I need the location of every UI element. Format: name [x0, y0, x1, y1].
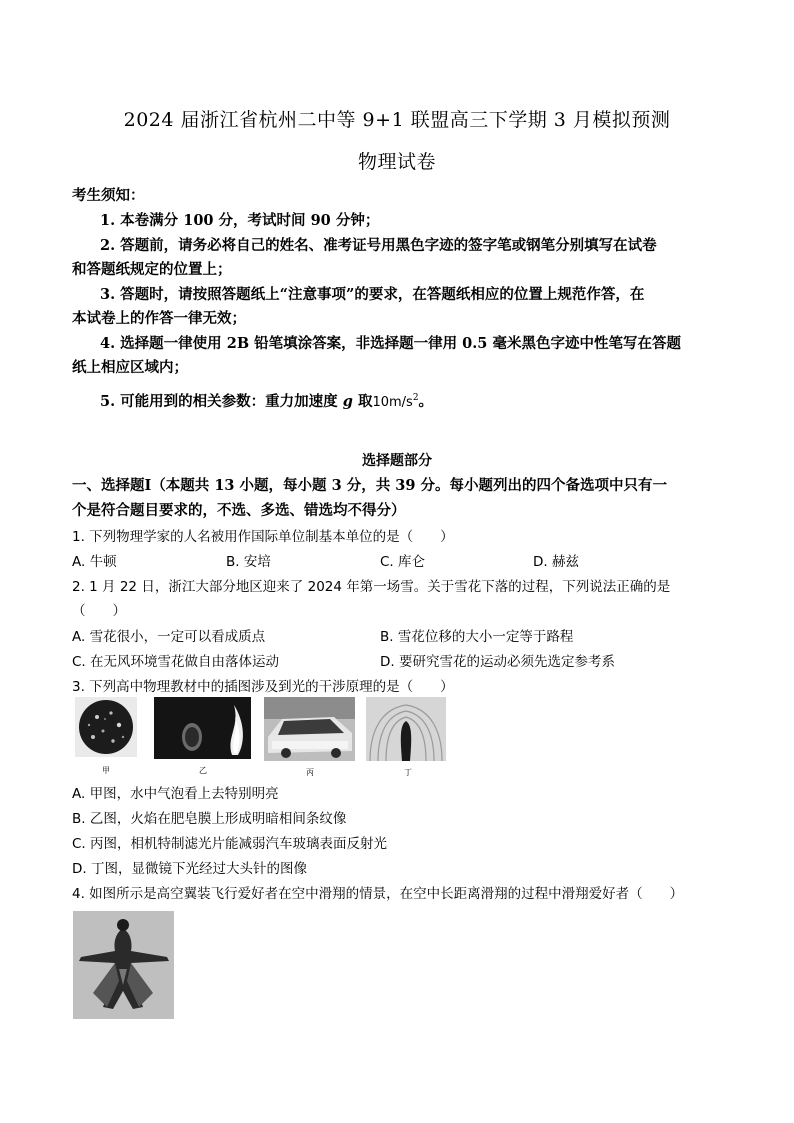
- notice-item-2-cont: 和答题纸规定的位置上；: [72, 261, 232, 278]
- notice-item-5-prefix: 5. 可能用到的相关参数：重力加速度: [100, 393, 338, 410]
- q3-figure-yi: [154, 697, 251, 759]
- q3-caption-yi: 乙: [199, 766, 207, 775]
- notice-item-3-cont: 本试卷上的作答一律无效；: [72, 310, 246, 327]
- q3-stem: 3. 下列高中物理教材中的插图涉及到光的干涉原理的是（ ）: [72, 679, 454, 695]
- notice-item-5: [100, 390, 433, 411]
- q3-option-c: C. 丙图，相机特制滤光片能减弱汽车玻璃表面反射光: [72, 836, 388, 852]
- q1-option-b: B. 安培: [226, 554, 271, 570]
- q4-stem: 4. 如图所示是高空翼装飞行爱好者在空中滑翔的情景，在空中长距离滑翔的过程中滑翔爱好者（ ）: [72, 886, 684, 902]
- gravity-unit-exp: 2: [412, 393, 419, 404]
- exam-subtitle: 物理试卷: [357, 151, 436, 173]
- q2-option-c: C. 在无风环境雪花做自由落体运动: [72, 654, 280, 670]
- q1-option-c: C. 库仑: [380, 554, 426, 570]
- q3-caption-ding: 丁: [404, 768, 412, 777]
- notice-item-5-end: 。: [418, 393, 434, 410]
- gravity-symbol: g: [342, 393, 353, 410]
- q3-figure-bing: [264, 697, 355, 761]
- q2-option-a: A. 雪花很小，一定可以看成质点: [72, 629, 266, 645]
- notice-item-1: 1. 本卷满分 100 分，考试时间 90 分钟；: [100, 212, 380, 229]
- q3-option-b: B. 乙图，火焰在肥皂膜上形成明暗相间条纹像: [72, 811, 347, 827]
- notice-item-3: 3. 答题时，请按照答题纸上“注意事项”的要求，在答题纸相应的位置上规范作答，在: [100, 286, 645, 303]
- q1-option-a: A. 牛顿: [72, 554, 117, 570]
- q2-option-d: D. 要研究雪花的运动必须先选定参考系: [380, 654, 615, 670]
- part1-instructions-cont: 个是符合题目要求的，不选、多选、错选均不得分）: [72, 502, 406, 519]
- q3-option-a: A. 甲图，水中气泡看上去特别明亮: [72, 786, 279, 802]
- exam-title: 2024 届浙江省杭州二中等 9+1 联盟高三下学期 3 月模拟预测: [123, 109, 671, 131]
- notice-item-2: 2. 答题前，请务必将自己的姓名、准考证号用黑色字迹的签字笔或钢笔分别填写在试卷: [100, 237, 657, 254]
- q3-figure-jia: [75, 697, 137, 757]
- q1-option-d: D. 赫兹: [533, 554, 579, 570]
- q3-option-d: D. 丁图，显微镜下光经过大头针的图像: [72, 861, 307, 877]
- q3-figure-ding: [366, 697, 446, 761]
- gravity-unit: 10m/s: [372, 395, 413, 410]
- section-title: 选择题部分: [362, 453, 432, 469]
- q3-caption-bing: 丙: [306, 768, 314, 777]
- q2-option-b: B. 雪花位移的大小一定等于路程: [380, 629, 574, 645]
- notice-heading: 考生须知：: [72, 187, 145, 204]
- q4-figure-wingsuit: [73, 911, 174, 1019]
- q1-stem: 1. 下列物理学家的人名被用作国际单位制基本单位的是（ ）: [72, 529, 454, 545]
- notice-item-4: 4. 选择题一律使用 2B 铅笔填涂答案，非选择题一律用 0.5 毫米黑色字迹中性笔写在答题: [100, 335, 681, 352]
- notice-item-5-mid: 取: [357, 393, 373, 410]
- q2-stem-cont: （ ）: [72, 603, 126, 619]
- notice-item-4-cont: 纸上相应区域内；: [72, 359, 188, 376]
- q3-caption-jia: 甲: [102, 766, 110, 775]
- part1-instructions: 一、选择题Ⅰ（本题共 13 小题，每小题 3 分，共 39 分。每小题列出的四个备选项中只有一: [72, 477, 668, 494]
- q2-stem: 2. 1 月 22 日，浙江大部分地区迎来了 2024 年第一场雪。关于雪花下落的过程，下列说法正确的是: [72, 579, 671, 595]
